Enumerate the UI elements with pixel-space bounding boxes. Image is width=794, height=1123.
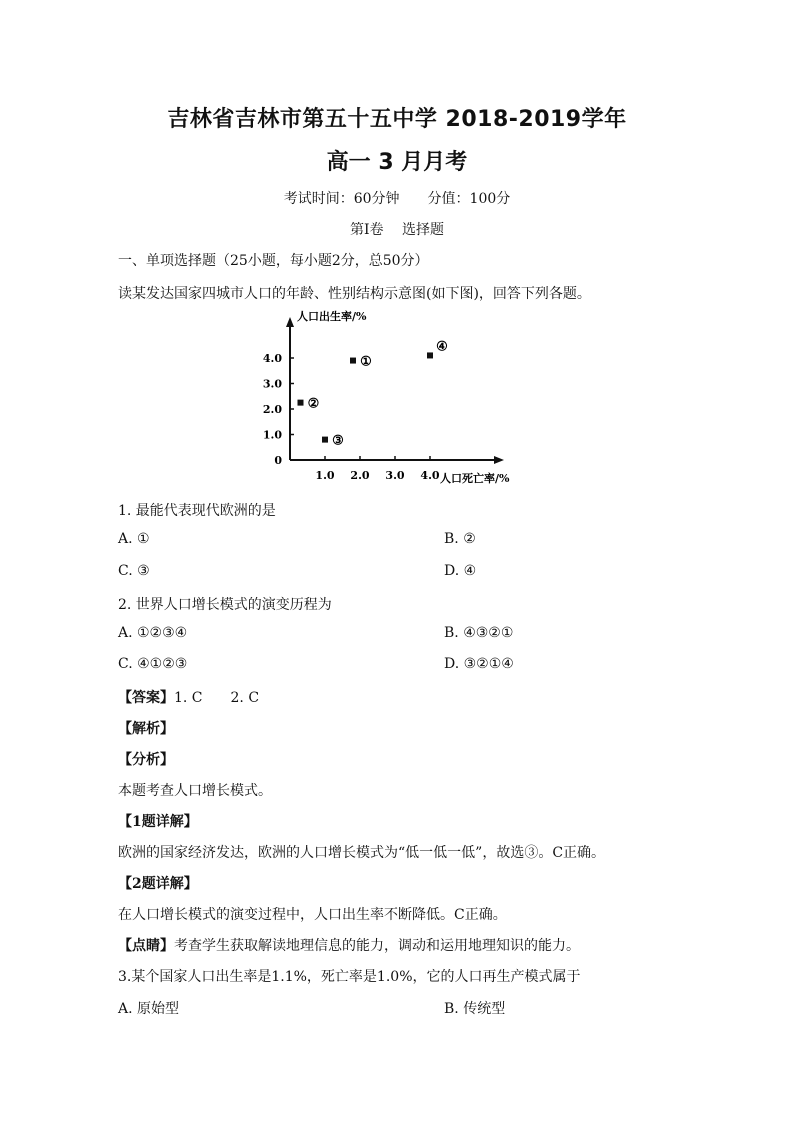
data-point-label: ① bbox=[360, 354, 372, 370]
q2-option-a: A. ①②③④ bbox=[118, 625, 188, 641]
y-tick-label: 0 bbox=[274, 454, 282, 467]
population-scatter-chart bbox=[250, 305, 550, 490]
y-tick-label: 2.0 bbox=[262, 403, 282, 416]
q1-option-c: C. ③ bbox=[118, 563, 150, 579]
y-axis-arrow bbox=[286, 317, 294, 327]
y-tick-label: 4.0 bbox=[262, 352, 282, 365]
y-tick-label: 3.0 bbox=[262, 377, 282, 391]
data-point bbox=[322, 437, 328, 443]
x-tick-label: 4.0 bbox=[420, 469, 440, 482]
answer-line bbox=[118, 687, 259, 707]
intro-text: 读某发达国家四城市人口的年龄、性别结构示意图(如下图)，回答下列各题。 bbox=[118, 286, 591, 302]
analysis-tag: 【解析】 bbox=[118, 721, 174, 737]
q1-stem: 1. 最能代表现代欧洲的是 bbox=[118, 503, 276, 519]
section-name: 第Ⅰ卷 选择题 bbox=[350, 222, 444, 238]
data-point bbox=[350, 358, 356, 364]
dianjing-line bbox=[118, 935, 580, 955]
dianjing-text: 考查学生获取解读地理信息的能力，调动和运用地理知识的能力。 bbox=[174, 938, 580, 954]
q2-detail-tag: 【2题详解】 bbox=[118, 876, 198, 892]
data-point-label: ④ bbox=[436, 339, 448, 355]
exam-info: 考试时间：60分钟 分值：100分 bbox=[283, 191, 511, 207]
q2-option-c: C. ④①②③ bbox=[118, 656, 188, 672]
fenxi-text: 本题考查人口增长模式。 bbox=[118, 783, 272, 799]
answer-tag: 【答案】 bbox=[118, 690, 174, 706]
answer-text: 1. C 2. C bbox=[174, 690, 260, 706]
data-point-label: ② bbox=[307, 396, 320, 412]
x-tick-label: 1.0 bbox=[315, 469, 335, 482]
section-heading: 一、单项选择题（25小题，每小题2分，总50分） bbox=[118, 253, 429, 269]
data-point bbox=[298, 400, 304, 406]
fenxi-tag: 【分析】 bbox=[118, 752, 174, 768]
data-point-label: ③ bbox=[332, 433, 344, 449]
q1-option-a: A. ① bbox=[118, 531, 150, 547]
x-axis-label: 人口死亡率/% bbox=[440, 472, 510, 485]
x-axis-arrow bbox=[494, 456, 504, 464]
chart-axes bbox=[286, 317, 504, 464]
q2-stem: 2. 世界人口增长模式的演变历程为 bbox=[118, 597, 332, 613]
q1-option-b: B. ② bbox=[444, 531, 476, 547]
q3-stem: 3.某个国家人口出生率是1.1%，死亡率是1.0%，它的人口再生产模式属于 bbox=[118, 969, 581, 985]
data-point bbox=[427, 352, 433, 358]
q1-detail-tag: 【1题详解】 bbox=[118, 814, 198, 830]
q1-detail-text: 欧洲的国家经济发达，欧洲的人口增长模式为“低一低一低”，故选③。C正确。 bbox=[118, 845, 606, 861]
dianjing-tag: 【点睛】 bbox=[118, 938, 174, 954]
q2-option-d: D. ③②①④ bbox=[444, 656, 514, 672]
q2-detail-text: 在人口增长模式的演变过程中，人口出生率不断降低。C正确。 bbox=[118, 907, 507, 923]
chart-points bbox=[298, 339, 448, 448]
q1-option-d: D. ④ bbox=[444, 563, 477, 579]
x-tick-label: 2.0 bbox=[350, 469, 370, 482]
y-axis-label: 人口出生率/% bbox=[297, 310, 367, 323]
exam-subtitle: 高一 3 月月考 bbox=[326, 150, 468, 175]
exam-title: 吉林省吉林市第五十五中学 2018-2019学年 bbox=[167, 107, 627, 132]
q2-option-b: B. ④③②① bbox=[444, 625, 514, 641]
x-tick-label: 3.0 bbox=[385, 469, 405, 482]
y-tick-label: 1.0 bbox=[262, 428, 282, 442]
q3-option-a: A. 原始型 bbox=[118, 1001, 180, 1017]
q3-option-b: B. 传统型 bbox=[444, 1001, 506, 1017]
